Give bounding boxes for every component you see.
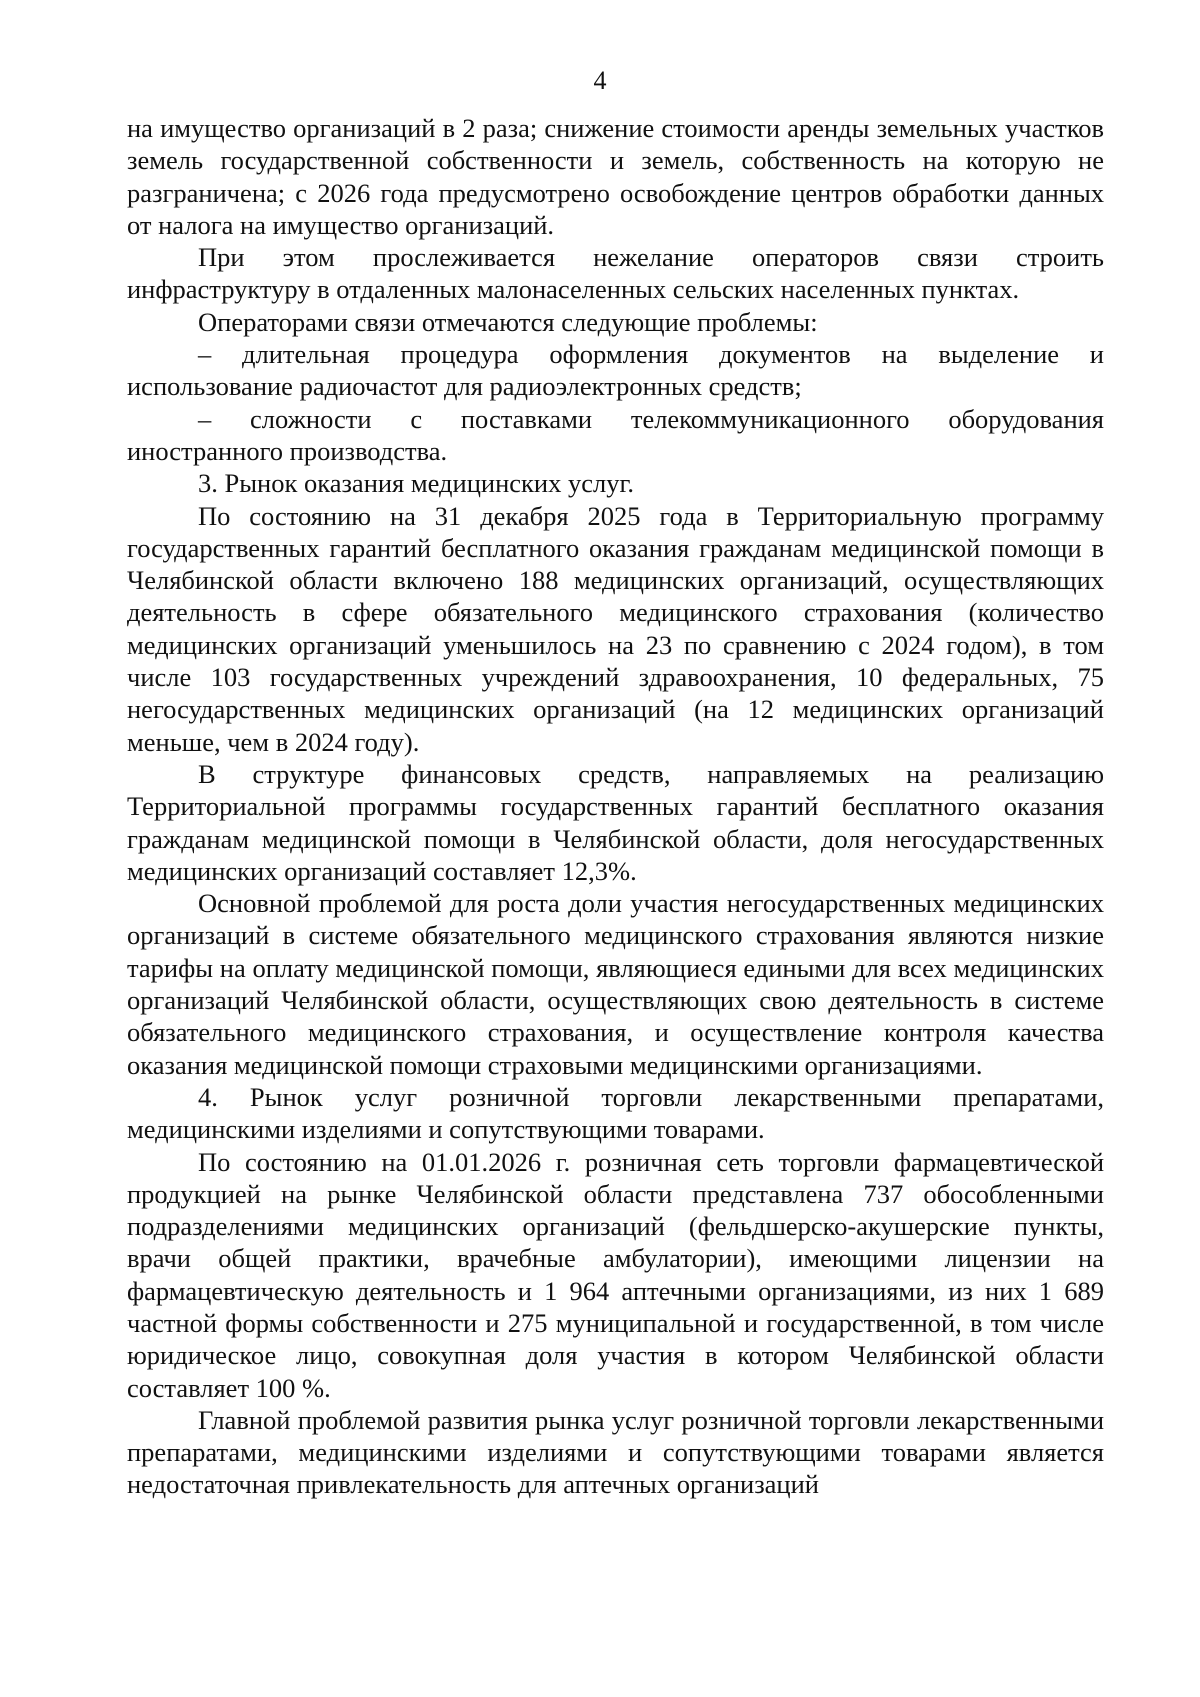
paragraph-operators-infrastructure: При этом прослеживается нежелание операторов связи строить инфраструктуру в отдаленных малонаселенных сельских населенных пунктах. [127,242,1104,305]
paragraph-medical-organizations-count: По состоянию на 31 декабря 2025 года в Территориальную программу государственных гарантий бесплатного оказания гражданам медицинской помощи в Челябинской области включено 188 медицинских организаций, осуществляющих деятельность в сфере обязательного медицинского страхования (количество медицинских организаций уменьшилось на 23 по сравнению с 2024 годом), в том числе 103 государственных учреждений здравоохранения, 10 федеральных, 75 негосударственных медицинских организаций (на 12 медицинских организаций меньше, чем в 2024 году). [127,500,1104,757]
paragraph-main-problem-medical: Основной проблемой для роста доли участия негосударственных медицинских организаций в системе обязательного медицинского страхования являются низкие тарифы на оплату медицинской помощи, являющиеся едиными для всех медицинских организаций Челябинской области, осуществляющих свою деятельность в системе обязательного медицинского страхования, и осуществление контроля качества оказания медицинской помощи страховыми медицинскими организациями. [127,888,1104,1080]
list-item-radio-frequencies: – длительная процедура оформления документов на выделение и использование радиочастот для радиоэлектронных средств; [127,339,1104,402]
paragraph-operators-problems-intro: Операторами связи отмечаются следующие проблемы: [198,306,818,337]
page-number: 4 [593,66,607,95]
paragraph-financial-structure: В структуре финансовых средств, направляемых на реализацию Территориальной программы государственных гарантий бесплатного оказания гражданам медицинской помощи в Челябинской области, доля негосударственных медицинских организаций составляет 12,3%. [127,758,1104,886]
paragraph-property-tax-continuation: на имущество организаций в 2 раза; снижение стоимости аренды земельных участков земель государственной собственности и земель, собственность на которую не разграничена; с 2026 года предусмотрено освобождение центров обработки данных от налога на имущество организаций. [127,113,1104,240]
paragraph-pharmacy-network: По состоянию на 01.01.2026 г. розничная сеть торговли фармацевтической продукцией на рынке Челябинской области представлена 737 обособленными подразделениями медицинских организаций (фельдшерско-акушерские пункты, врачи общей практики, врачебные амбулатории), имеющими лицензии на фармацевтическую деятельность и 1 964 аптечными организациями, из них 1 689 частной формы собственности и 275 муниципальной и государственной, в том числе юридическое лицо, совокупная доля участия в котором Челябинской области составляет 100 %. [127,1146,1104,1403]
section-heading-pharmacy-retail: 4. Рынок услуг розничной торговли лекарственными препаратами, медицинскими изделиями и сопутствующими товарами. [127,1081,1104,1145]
document-body [127,112,1104,1501]
paragraph-pharmacy-main-problem: Главной проблемой развития рынка услуг розничной торговли лекарственными препаратами, медицинскими изделиями и сопутствующими товарами является недостаточная привлекательность для аптечных организаций [127,1404,1104,1500]
section-heading-medical-services: 3. Рынок оказания медицинских услуг. [198,468,634,499]
list-item-equipment-supply: – сложности с поставками телекоммуникационного оборудования иностранного производства. [127,403,1104,466]
